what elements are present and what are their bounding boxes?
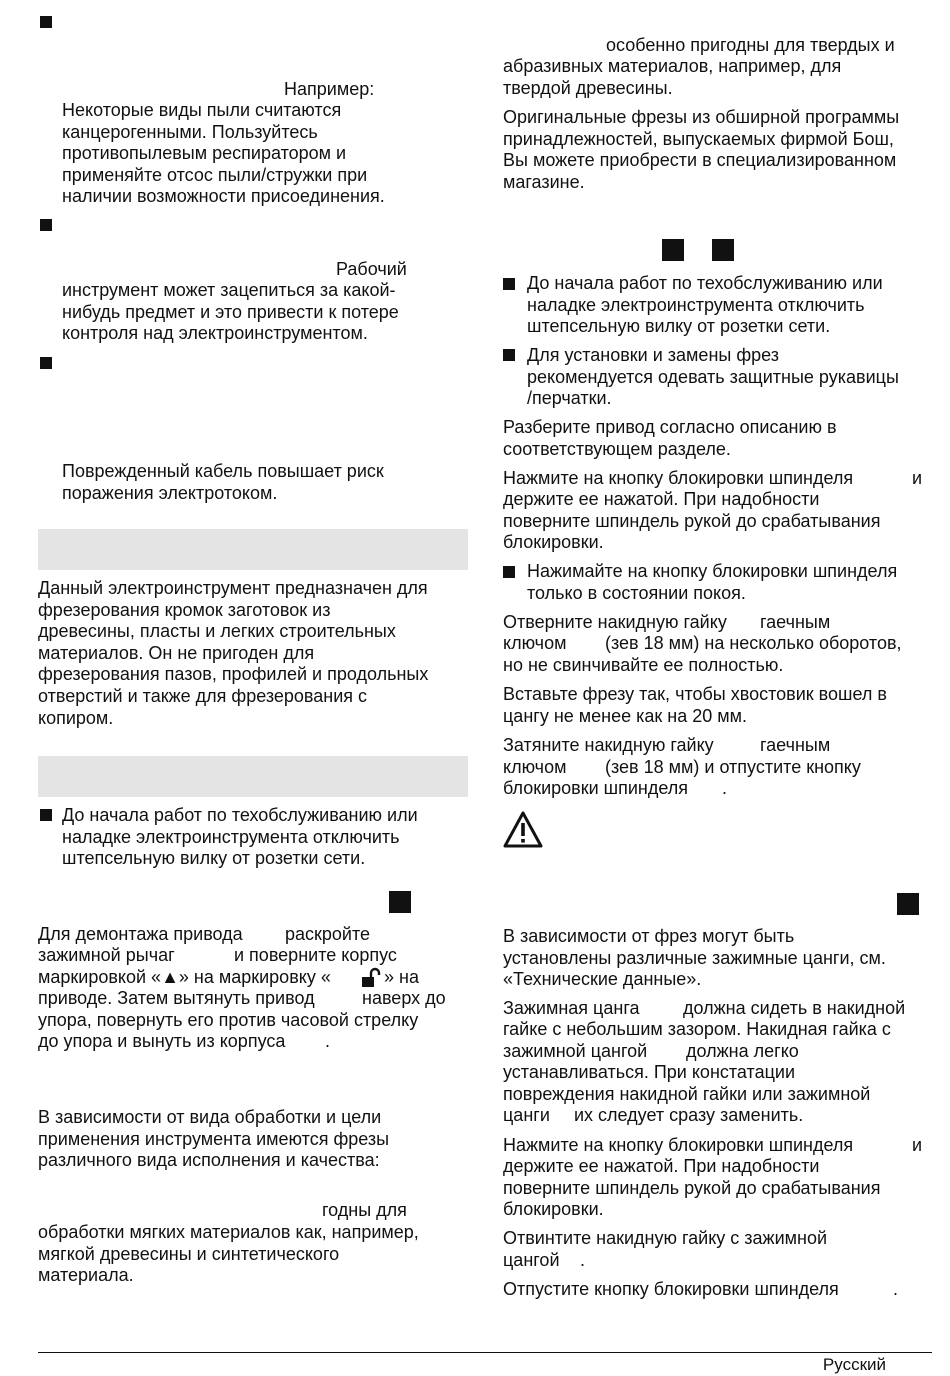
- dismount-line-4b: наверх до: [362, 988, 446, 1008]
- press-lock2-text: держите ее нажатой. При надобности поверните шпиндель рукой до срабатывания блокировки.: [503, 1156, 881, 1220]
- footer-rule: [38, 1352, 932, 1353]
- dismount-line-5: упора, повернуть его против часовой стрелку: [38, 1010, 419, 1030]
- maintenance-bullet-text: До начала работ по техобслуживанию или наладке электроинструмента отключить штепсельную вилку от розетки сети.: [527, 273, 883, 337]
- press-lock2-line-1b: и: [912, 1135, 923, 1155]
- section-heading-band: [38, 529, 468, 570]
- tighten-line-3: блокировки шпинделя: [503, 778, 689, 798]
- dust-warning-text: Некоторые виды пыли считаются канцерогенными. Пользуйтесь противопылевым респиратором и применяйте отсос пыли/стружки при наличии возможности присоединения.: [62, 100, 385, 207]
- collet-line-6: цанги: [503, 1105, 550, 1125]
- footer-language: Русский: [822, 1355, 886, 1374]
- unscrew-line-3: но не свинчивайте ее полностью.: [503, 655, 784, 675]
- soft-cutters-text: обработки мягких материалов как, например, мягкой древесины и синтетического материала.: [38, 1222, 419, 1286]
- dismount-line-2b: и поверните корпус: [234, 945, 397, 965]
- unscrew2-line-2: цангой: [503, 1250, 560, 1270]
- dismount-line-6: до упора и вынуть из корпуса: [38, 1031, 286, 1051]
- figure-marker-icon: [712, 239, 734, 261]
- tighten-line-2b: (зев 18 мм) и отпустите кнопку: [605, 757, 861, 777]
- intended-use-text: Данный электроинструмент предназначен для фрезерования кромок заготовок из древесины, пласты и легких строительных материалов. Он не пригоден для фрезерования пазов, профилей и продольных отверстий и также для фрезерования с копиром.: [38, 578, 429, 728]
- insert-cutter-text: Вставьте фрезу так, чтобы хвостовик вошел в цангу не менее как на 20 мм.: [503, 684, 887, 726]
- tighten-line-1: Затяните накидную гайку: [503, 735, 714, 755]
- dismount-line-3: маркировкой «▲» на маркировку «: [38, 967, 331, 987]
- tighten-line-3b: .: [722, 778, 728, 798]
- collets-text: В зависимости от фрез могут быть установлены различные зажимные цанги, см. «Технические данные».: [503, 926, 886, 990]
- unscrew-line-1b: гаечным: [760, 612, 831, 632]
- warning-triangle-icon: [502, 810, 544, 850]
- figure-marker-icon: [897, 893, 919, 915]
- release-text: Отпустите кнопку блокировки шпинделя: [503, 1279, 839, 1299]
- disassemble-text: Разберите привод согласно описанию в соответствующем разделе.: [503, 417, 837, 459]
- gloves-bullet-text: Для установки и замены фрез рекомендуется одевать защитные рукавицы /перчатки.: [527, 345, 899, 409]
- figure-marker-icon: [389, 891, 411, 913]
- release-text-b: .: [893, 1279, 899, 1299]
- example-label: Например:: [284, 79, 375, 99]
- hard-cutters-text: абразивных материалов, например, для твердой древесины.: [503, 56, 842, 98]
- dismount-line-2: зажимной рычаг: [38, 945, 175, 965]
- bullet-square-icon: [40, 357, 52, 369]
- unscrew2-line-2b: .: [580, 1250, 586, 1270]
- collet-line-6b: их следует сразу заменить.: [574, 1105, 804, 1125]
- collet-line-2: гайке с небольшим зазором. Накидная гайка с: [503, 1019, 891, 1039]
- unscrew-line-2: ключом: [503, 633, 567, 653]
- original-cutters-text: Оригинальные фрезы из обширной программы принадлежностей, выпускаемых фирмой Бош, Вы можете приобрести в специализированном магазине.: [503, 107, 900, 192]
- figure-marker-icon: [662, 239, 684, 261]
- cable-warning-text: Поврежденный кабель повышает риск поражения электротоком.: [62, 461, 384, 503]
- collet-line-3: зажимной цангой: [503, 1041, 648, 1061]
- tool-warning-text: инструмент может зацепиться за какой- нибудь предмет и это привести к потере контроля над электроинструментом.: [62, 280, 399, 344]
- bullet-square-icon: [40, 809, 52, 821]
- unscrew-line-2b: (зев 18 мм) на несколько оборотов,: [605, 633, 902, 653]
- dismount-line-3b: » на: [384, 967, 419, 987]
- unscrew-line-1: Отверните накидную гайку: [503, 612, 727, 632]
- collet-line-1b: должна сидеть в накидной: [683, 998, 906, 1018]
- bullet-square-icon: [40, 16, 52, 28]
- bullet-square-icon: [503, 566, 515, 578]
- press-lock2-line-1: Нажмите на кнопку блокировки шпинделя: [503, 1135, 854, 1155]
- bullet-square-icon: [503, 278, 515, 290]
- bullet-square-icon: [503, 349, 515, 361]
- cutters-text: В зависимости от вида обработки и цели применения инструмента имеются фрезы различного вида исполнения и качества:: [38, 1107, 390, 1171]
- unlock-icon: [360, 967, 382, 989]
- press-lock-line-1b: и: [912, 468, 923, 488]
- collet-line-3b: должна легко: [686, 1041, 799, 1061]
- dismount-line-1: Для демонтажа привода: [38, 924, 243, 944]
- bullet-square-icon: [40, 219, 52, 231]
- lock-at-rest-bullet-text: Нажимайте на кнопку блокировки шпинделя только в состоянии покоя.: [527, 561, 898, 603]
- hard-cutters-label: особенно пригодны для твердых и: [606, 35, 895, 55]
- unscrew2-line-1: Отвинтите накидную гайку с зажимной: [503, 1228, 828, 1248]
- soft-cutters-label: годны для: [322, 1200, 407, 1220]
- collet-line-1: Зажимная цанга: [503, 998, 640, 1018]
- tighten-line-2: ключом: [503, 757, 567, 777]
- press-lock-text: держите ее нажатой. При надобности поверните шпиндель рукой до срабатывания блокировки.: [503, 489, 881, 553]
- press-lock-line-1: Нажмите на кнопку блокировки шпинделя: [503, 468, 854, 488]
- safety-bullet-text: До начала работ по техобслуживанию или наладке электроинструмента отключить штепсельную вилку от розетки сети.: [62, 805, 418, 869]
- tool-label: Рабочий: [336, 259, 407, 279]
- section-heading-band: [38, 756, 468, 797]
- tighten-line-1b: гаечным: [760, 735, 831, 755]
- dismount-line-6b: .: [325, 1031, 331, 1051]
- collet-line-4: устанавливаться. При констатации повреждения накидной гайки или зажимной: [503, 1062, 871, 1104]
- dismount-line-1b: раскройте: [285, 924, 371, 944]
- dismount-line-4: приводе. Затем вытянуть привод: [38, 988, 315, 1008]
